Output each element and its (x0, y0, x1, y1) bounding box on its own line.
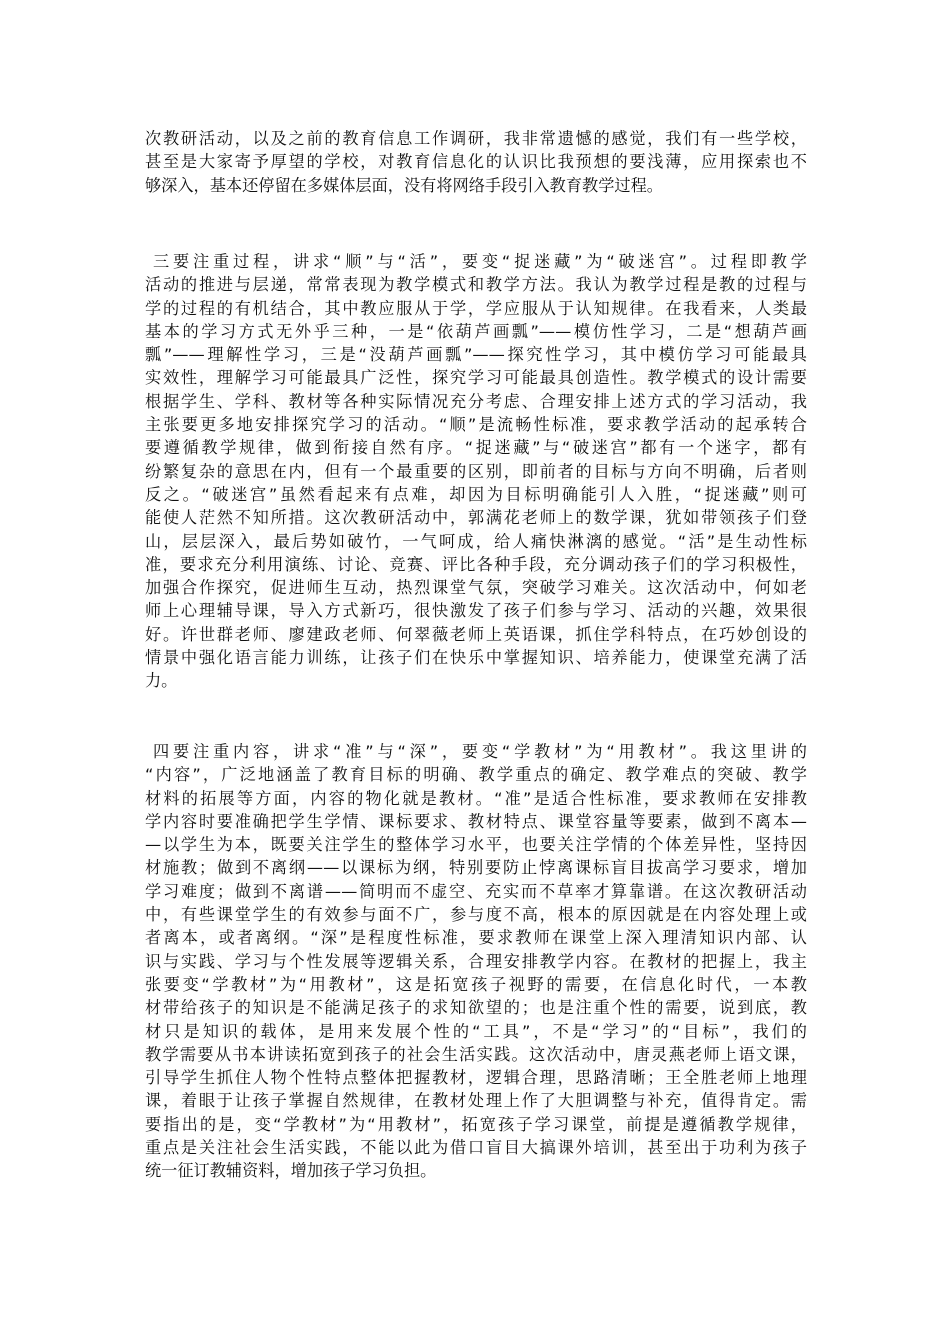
text-line: 反之。“破迷宫”虽然看起来有点难，却因为目标明确能引人入胜，“捉迷藏”则可 (145, 484, 807, 504)
text-line: 主张要更多地安排探究学习的活动。“顺”是流畅性标准，要求教学活动的起承转合 (145, 415, 807, 435)
text-line: 引导学生抓住人物个性特点整体把握教材，逻辑合理，思路清晰；王全胜老师上地理 (145, 1068, 807, 1088)
text-line: 教学需要从书本讲读拓宽到孩子的社会生活实践。这次活动中，唐灵燕老师上语文课， (145, 1044, 807, 1064)
text-line: 张要变“学教材”为“用教材”，这是拓宽孩子视野的需要，在信息化时代，一本教 (145, 974, 807, 994)
text-line: 要遵循教学规律，做到衔接自然有序。“捉迷藏”与“破迷宫”都有一个迷字，都有 (145, 438, 807, 458)
text-line: 基本的学习方式无外乎三种，一是“依葫芦画瓢”——模仿性学习，二是“想葫芦画 (145, 321, 807, 341)
text-line: 材带给孩子的知识是不能满足孩子的求知欲望的；也是注重个性的需要，说到底，教 (145, 998, 807, 1018)
text-line: 甚至是大家寄予厚望的学校，对教育信息化的认识比我预想的要浅薄，应用探索也不 (145, 152, 807, 172)
text-line: 要指出的是，变“学教材”为“用教材”，拓宽孩子学习课堂，前提是遵循教学规律， (145, 1114, 807, 1134)
text-line: 者离本，或者离纲。“深”是程度性标准，要求教师在课堂上深入理清知识内部、认 (145, 928, 807, 948)
text-line: 重点是关注社会生活实践，不能以此为借口盲目大搞课外培训，甚至出于功利为孩子 (145, 1138, 807, 1158)
text-line: 活动的推进与层递，常常表现为教学模式和教学方法。我认为教学过程是教的过程与 (145, 275, 807, 295)
text-line: —以学生为本，既要关注学生的整体学习水平，也要关注学情的个体差异性，坚持因 (145, 835, 807, 855)
text-line: 能使人茫然不知所措。这次教研活动中，郭满花老师上的数学课，犹如带领孩子们登 (145, 508, 807, 528)
text-line: 好。许世群老师、廖建政老师、何翠薇老师上英语课，抓住学科特点，在巧妙创设的 (145, 624, 807, 644)
paragraph-continuation (145, 127, 807, 197)
text-line: 课，着眼于让孩子掌握自然规律，在教材处理上作了大胆调整与补充，值得肯定。需 (145, 1091, 807, 1111)
text-line: 材只是知识的载体，是用来发展个性的“工具”，不是“学习”的“目标”，我们的 (145, 1021, 807, 1041)
text-line: 四要注重内容，讲求“准”与“深”，要变“学教材”为“用教材”。我这里讲的 (153, 742, 807, 761)
text-line: 力。 (145, 671, 178, 691)
text-line: 实效性，理解学习可能最具广泛性，探究学习可能最具创造性。教学模式的设计需要 (145, 368, 807, 388)
text-line: 统一征订教辅资料，增加孩子学习负担。 (145, 1161, 437, 1181)
text-line: 学内容时要准确把学生学情、课标要求、教材特点、课堂容量等要素，做到不离本— (145, 811, 807, 831)
text-line: 材料的拓展等方面，内容的物化就是教材。“准”是适合性标准，要求教师在安排教 (145, 788, 807, 808)
text-line: 准，要求充分利用演练、讨论、竞赛、评比各种手段，充分调动孩子们的学习积极性， (145, 554, 807, 574)
text-line: 材施教；做到不离纲——以课标为纲，特别要防止悖离课标盲目拔高学习要求，增加 (145, 858, 807, 878)
text-line: 三要注重过程，讲求“顺”与“活”，要变“捉迷藏”为“破迷宫”。过程即教学 (153, 252, 807, 271)
text-line: 山，层层深入，最后势如破竹，一气呵成，给人痛快淋漓的感觉。“活”是生动性标 (145, 531, 807, 551)
text-line: 情景中强化语言能力训练，让孩子们在快乐中掌握知识、培养能力，使课堂充满了活 (145, 648, 807, 668)
text-line: 够深入，基本还停留在多媒体层面，没有将网络手段引入教育教学过程。 (145, 175, 663, 195)
text-line: 纷繁复杂的意思在内，但有一个最重要的区别，即前者的目标与方向不明确，后者则 (145, 461, 807, 481)
text-line: 识与实践、学习与个性发展等逻辑关系，合理安排教学内容。在教材的把握上，我主 (145, 951, 807, 971)
text-line: 中，有些课堂学生的有效参与面不广，参与度不高，根本的原因就是在内容处理上或 (145, 905, 807, 925)
text-line: 根据学生、学科、教材等各种实际情况充分考虑、合理安排上述方式的学习活动，我 (145, 391, 807, 411)
paragraph-content (145, 740, 807, 1183)
text-line: 次教研活动，以及之前的教育信息工作调研，我非常遗憾的感觉，我们有一些学校， (145, 129, 807, 148)
text-line: 瓢”——理解性学习，三是“没葫芦画瓢”——探究性学习，其中模仿学习可能最具 (145, 345, 807, 365)
text-line: 学习难度；做到不离谱——简明而不虚空、充实而不草率才算靠谱。在这次教研活动 (145, 881, 807, 901)
text-line: 加强合作探究，促进师生互动，热烈课堂气氛，突破学习难关。这次活动中，何如老 (145, 578, 807, 598)
text-line: 学的过程的有机结合，其中教应服从于学，学应服从于认知规律。在我看来，人类最 (145, 298, 807, 318)
text-line: 师上心理辅导课，导入方式新巧，很快激发了孩子们参与学习、活动的兴趣，效果很 (145, 601, 807, 621)
text-line: “内容”，广泛地涵盖了教育目标的明确、教学重点的确定、教学难点的突破、教学 (145, 765, 807, 785)
paragraph-process (145, 250, 807, 693)
